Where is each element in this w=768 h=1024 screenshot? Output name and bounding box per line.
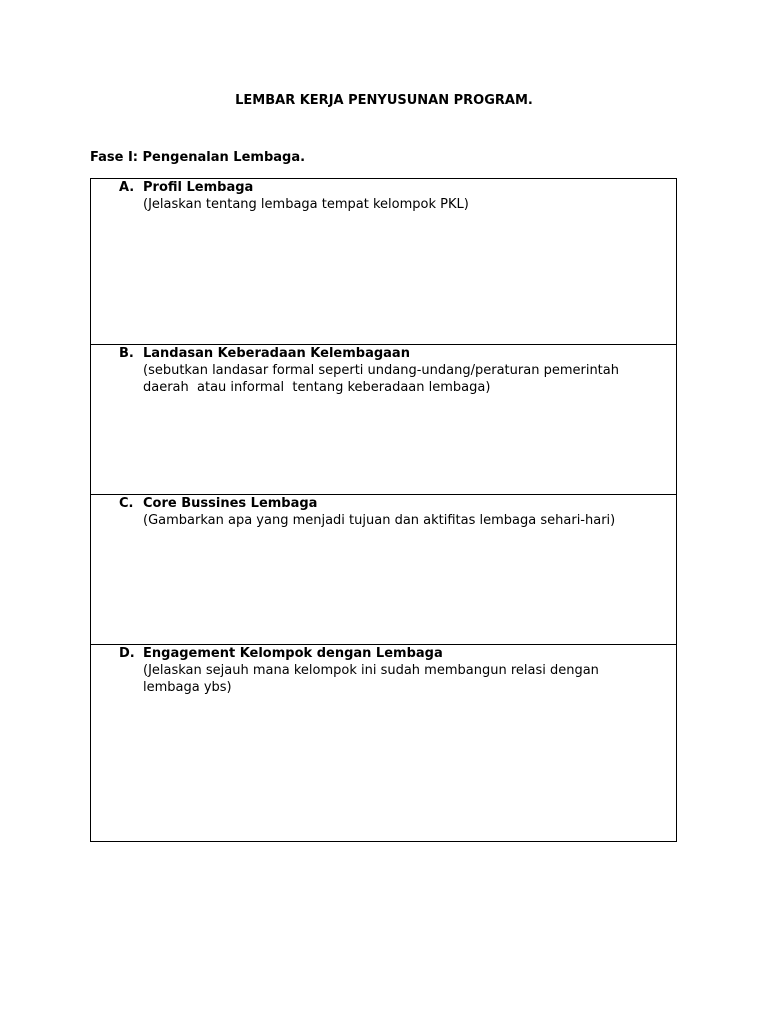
section-title: Profil Lembaga xyxy=(143,180,254,195)
section-profil-lembaga xyxy=(91,179,676,344)
section-engagement-kelompok xyxy=(91,644,676,841)
section-title: Landasan Keberadaan Kelembagaan xyxy=(143,346,410,361)
section-letter: B. xyxy=(119,346,134,361)
section-letter: D. xyxy=(119,646,135,661)
section-letter: A. xyxy=(119,180,135,195)
section-content xyxy=(143,645,663,696)
section-letter: C. xyxy=(119,496,134,511)
section-landasan-keberadaan xyxy=(91,344,676,494)
section-description: (Gambarkan apa yang menjadi tujuan dan aktifitas lembaga sehari-hari) xyxy=(143,513,616,528)
section-description: (Jelaskan tentang lembaga tempat kelompok PKL) xyxy=(143,197,469,212)
section-core-bussines xyxy=(91,494,676,644)
section-title: Engagement Kelompok dengan Lembaga xyxy=(143,646,443,661)
page-title: LEMBAR KERJA PENYUSUNAN PROGRAM. xyxy=(235,93,533,108)
section-title: Core Bussines Lembaga xyxy=(143,496,318,511)
worksheet-table xyxy=(90,178,677,842)
section-description: (Jelaskan sejauh mana kelompok ini sudah membangun relasi dengan lembaga ybs) xyxy=(143,663,599,695)
section-content xyxy=(143,345,663,396)
section-description: (sebutkan landasar formal seperti undang-undang/peraturan pemerintah daerah atau informal tentang keberadaan lembaga) xyxy=(143,363,619,395)
section-content xyxy=(143,179,663,213)
phase-heading: Fase I: Pengenalan Lembaga. xyxy=(90,150,306,165)
section-content xyxy=(143,495,663,529)
